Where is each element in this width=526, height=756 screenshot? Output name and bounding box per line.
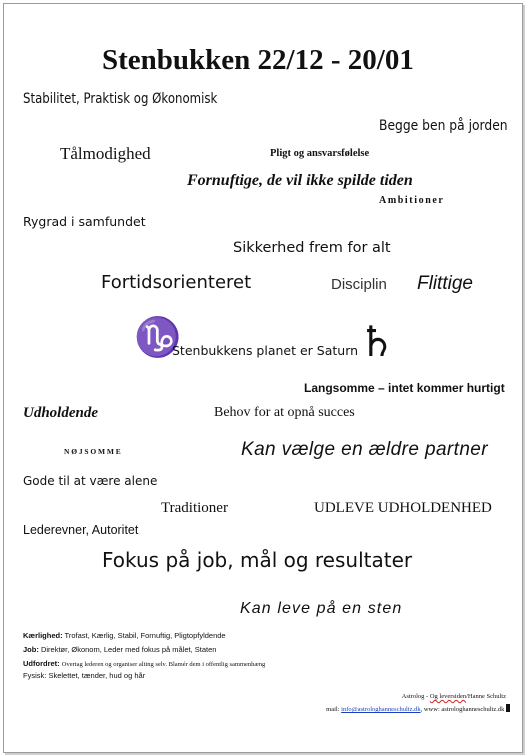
footer-www-label: , www: [420,706,440,713]
page-title: Stenbukken 22/12 - 20/01 [102,44,414,76]
phrase-flittige: Flittige [417,273,473,294]
phrase-traditioner: Traditioner [161,500,228,516]
footer-mail-link[interactable]: info@astrologhanneschultz.dk [341,706,421,713]
footer-contact [326,704,510,714]
phrase-fokus: Fokus på job, mål og resultater [102,548,413,572]
footer-author [402,694,506,701]
detail-fysisk-label: Fysisk: [23,671,47,680]
phrase-sikkerhed: Sikkerhed frem for alt [233,240,391,256]
phrase-udleve: UDLEVE UDHOLDENHED [314,500,492,516]
phrase-aeldre-partner: Kan vælge en ældre partner [241,439,488,460]
capricorn-icon: ♑ [134,315,182,359]
phrase-taalmodighed: Tålmodighed [60,144,151,163]
text-cursor [506,704,510,712]
document-page [3,3,523,753]
footer-mail-label: mail: [326,706,340,713]
phrase-disciplin: Disciplin [331,276,387,293]
detail-udfordret [23,660,265,669]
detail-udfordret-text: Overtag lederen og organiser alting selv. Blamér dem i offentlig sammenhæng [61,661,266,668]
phrase-pligt: Pligt og ansvarsfølelse [270,148,370,159]
phrase-nojsomme: NØJSOMME [64,447,123,456]
detail-kaerlighed-label: Kærlighed: [23,631,63,640]
phrase-udholdende: Udholdende [23,405,98,421]
detail-kaerlighed-text: Trofast, Kærlig, Stabil, Fornuftig, Pligtopfyldende [64,631,226,640]
phrase-fortidsorienteret: Fortidsorienteret [101,272,252,293]
detail-fysisk [23,672,145,680]
phrase-alene: Gode til at være alene [23,474,158,488]
detail-udfordret-label: Udfordret: [23,659,60,668]
detail-kaerlighed [23,632,226,640]
phrase-rygrad: Rygrad i samfundet [23,214,146,229]
phrase-planet: Stenbukkens planet er Saturn [172,343,359,358]
detail-job-text: Direktør, Økonom, Leder med fokus på målet, Staten [40,645,217,654]
phrase-behov: Behov for at opnå succes [214,405,355,420]
phrase-lederevner: Lederevner, Autoritet [23,523,139,537]
footer-author-name: Og leversiden [429,693,467,700]
phrase-langsomme: Langsomme – intet kommer hurtigt [304,381,505,395]
phrase-sten: Kan leve på en sten [240,600,403,617]
footer-author-suffix: /Hanne Schultz [466,693,506,700]
phrase-fornuftige: Fornuftige, de vil ikke spilde tiden [187,172,413,189]
footer-author-prefix: Astrolog - [401,693,430,700]
phrase-ambitioner: Ambitioner [379,195,445,206]
detail-fysisk-text: Skelettet, tænder, hud og hår [48,671,146,680]
phrase-begge-ben: Begge ben på jorden [379,118,508,134]
saturn-icon: ♄ [358,317,396,366]
detail-job [23,646,216,654]
footer-www: astrologhanneschultz.dk [441,706,505,713]
phrase-stabilitet: Stabilitet, Praktisk og Økonomisk [23,91,218,107]
detail-job-label: Job: [23,645,39,654]
